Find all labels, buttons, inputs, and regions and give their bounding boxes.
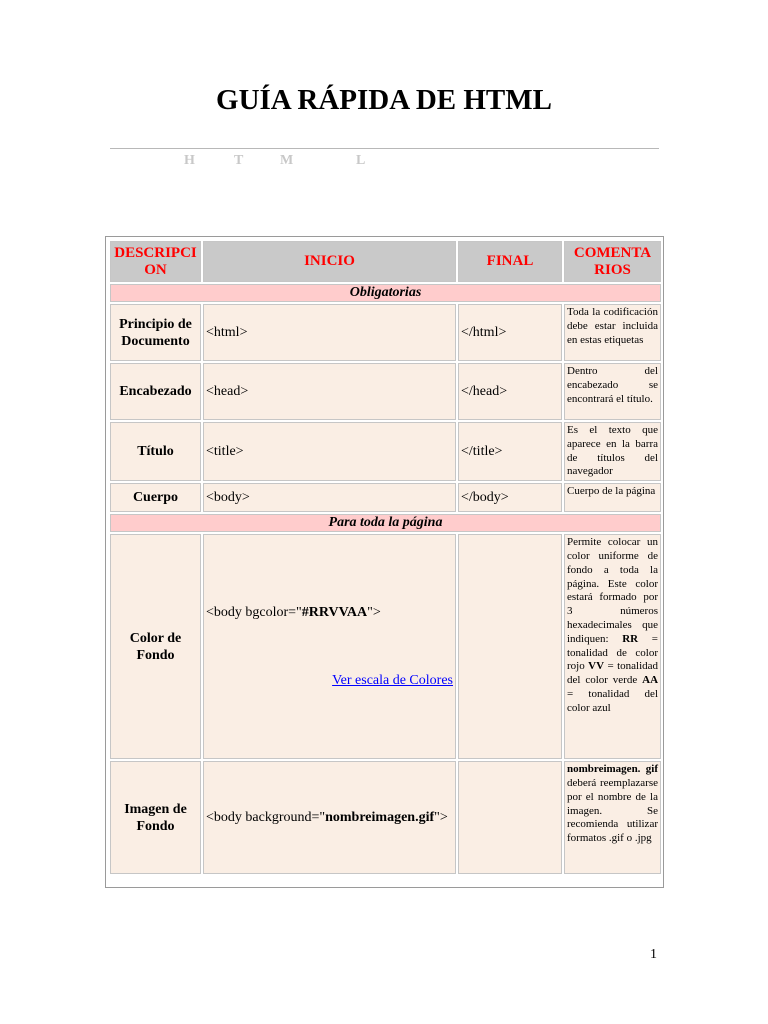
page-title: GUÍA RÁPIDA DE HTML bbox=[216, 84, 552, 116]
header-final: FINAL bbox=[458, 241, 562, 282]
row-end-tag bbox=[458, 761, 562, 874]
row-desc: Cuerpo bbox=[110, 483, 201, 512]
letter-h: H bbox=[184, 153, 195, 168]
letter-t: T bbox=[234, 153, 244, 168]
letter-l: L bbox=[356, 153, 366, 168]
row-end-tag: </head> bbox=[458, 363, 562, 420]
page-number: 1 bbox=[650, 947, 657, 962]
letter-m: M bbox=[280, 153, 294, 168]
section-row-obligatorias bbox=[110, 284, 661, 302]
vv-text: = tonalidad del color verde bbox=[567, 660, 659, 687]
bgimage-comment-key: nombreimagen. gif bbox=[567, 763, 658, 776]
header-inicio: INICIO bbox=[203, 241, 456, 282]
bgcolor-value: #RRVVAA bbox=[301, 604, 368, 620]
bgimage-prefix: <body background=" bbox=[206, 809, 326, 825]
row-start-tag bbox=[203, 761, 456, 874]
row-start-tag: <title> bbox=[203, 422, 456, 481]
row-desc: Principio de Documento bbox=[110, 304, 201, 361]
row-end-tag: </html> bbox=[458, 304, 562, 361]
section-obligatorias: Obligatorias bbox=[110, 284, 661, 302]
row-end-tag bbox=[458, 534, 562, 759]
row-end-tag: </title> bbox=[458, 422, 562, 481]
row-start-tag: <head> bbox=[203, 363, 456, 420]
table-row bbox=[110, 761, 661, 874]
row-start-tag bbox=[203, 534, 456, 759]
row-comment: Es el texto que aparece en la barra de títulos del navegador bbox=[564, 422, 661, 481]
aa-text: = tonalidad del color azul bbox=[567, 687, 658, 714]
section-para-toda-la-pagina: Para toda la página bbox=[110, 514, 661, 532]
spaced-letters bbox=[110, 153, 659, 171]
rr-text: = tonalidad de color rojo bbox=[567, 632, 658, 673]
row-comment bbox=[564, 761, 661, 874]
row-desc: Color de Fondo bbox=[110, 534, 201, 759]
table-row bbox=[110, 304, 661, 361]
row-start-tag: <html> bbox=[203, 304, 456, 361]
rr-key: RR bbox=[622, 632, 639, 645]
bgimage-suffix: "> bbox=[434, 809, 448, 825]
row-comment: Cuerpo de la página bbox=[564, 483, 661, 512]
aa-key: AA bbox=[642, 674, 659, 687]
bgimage-value: nombreimagen.gif bbox=[325, 809, 435, 825]
horizontal-rule bbox=[110, 148, 659, 149]
table-row bbox=[110, 422, 661, 481]
table-header-row bbox=[110, 241, 661, 282]
row-comment: Dentro del encabezado se encontrará el título. bbox=[564, 363, 661, 420]
row-comment: Toda la codificación debe estar incluida en estas etiquetas bbox=[564, 304, 661, 361]
row-desc: Encabezado bbox=[110, 363, 201, 420]
row-desc: Título bbox=[110, 422, 201, 481]
table-row bbox=[110, 363, 661, 420]
row-desc: Imagen de Fondo bbox=[110, 761, 201, 874]
html-reference-table bbox=[105, 236, 664, 888]
bgcolor-prefix: <body bgcolor=" bbox=[206, 604, 302, 620]
table-row bbox=[110, 483, 661, 512]
row-comment bbox=[564, 534, 661, 759]
row-end-tag: </body> bbox=[458, 483, 562, 512]
section-row-pagina bbox=[110, 514, 661, 532]
bgcolor-suffix: "> bbox=[367, 604, 381, 620]
vv-key: VV bbox=[588, 660, 605, 673]
bgcolor-comment-intro: Permite colocar un color uniforme de fondo a toda la página. Este color estará formado por 3 números hexadecimales que indiquen: bbox=[567, 536, 658, 645]
header-comentarios: COMENTA RIOS bbox=[564, 241, 661, 282]
row-start-tag: <body> bbox=[203, 483, 456, 512]
header-descripcion: DESCRIPCI ON bbox=[110, 241, 201, 282]
color-scale-link[interactable]: Ver escala de Colores bbox=[332, 672, 453, 688]
table-row bbox=[110, 534, 661, 759]
bgimage-comment-text: deberá reemplazarse por el nombre de la imagen. Se recomienda utilizar formatos .gif o .jpg bbox=[567, 776, 658, 845]
